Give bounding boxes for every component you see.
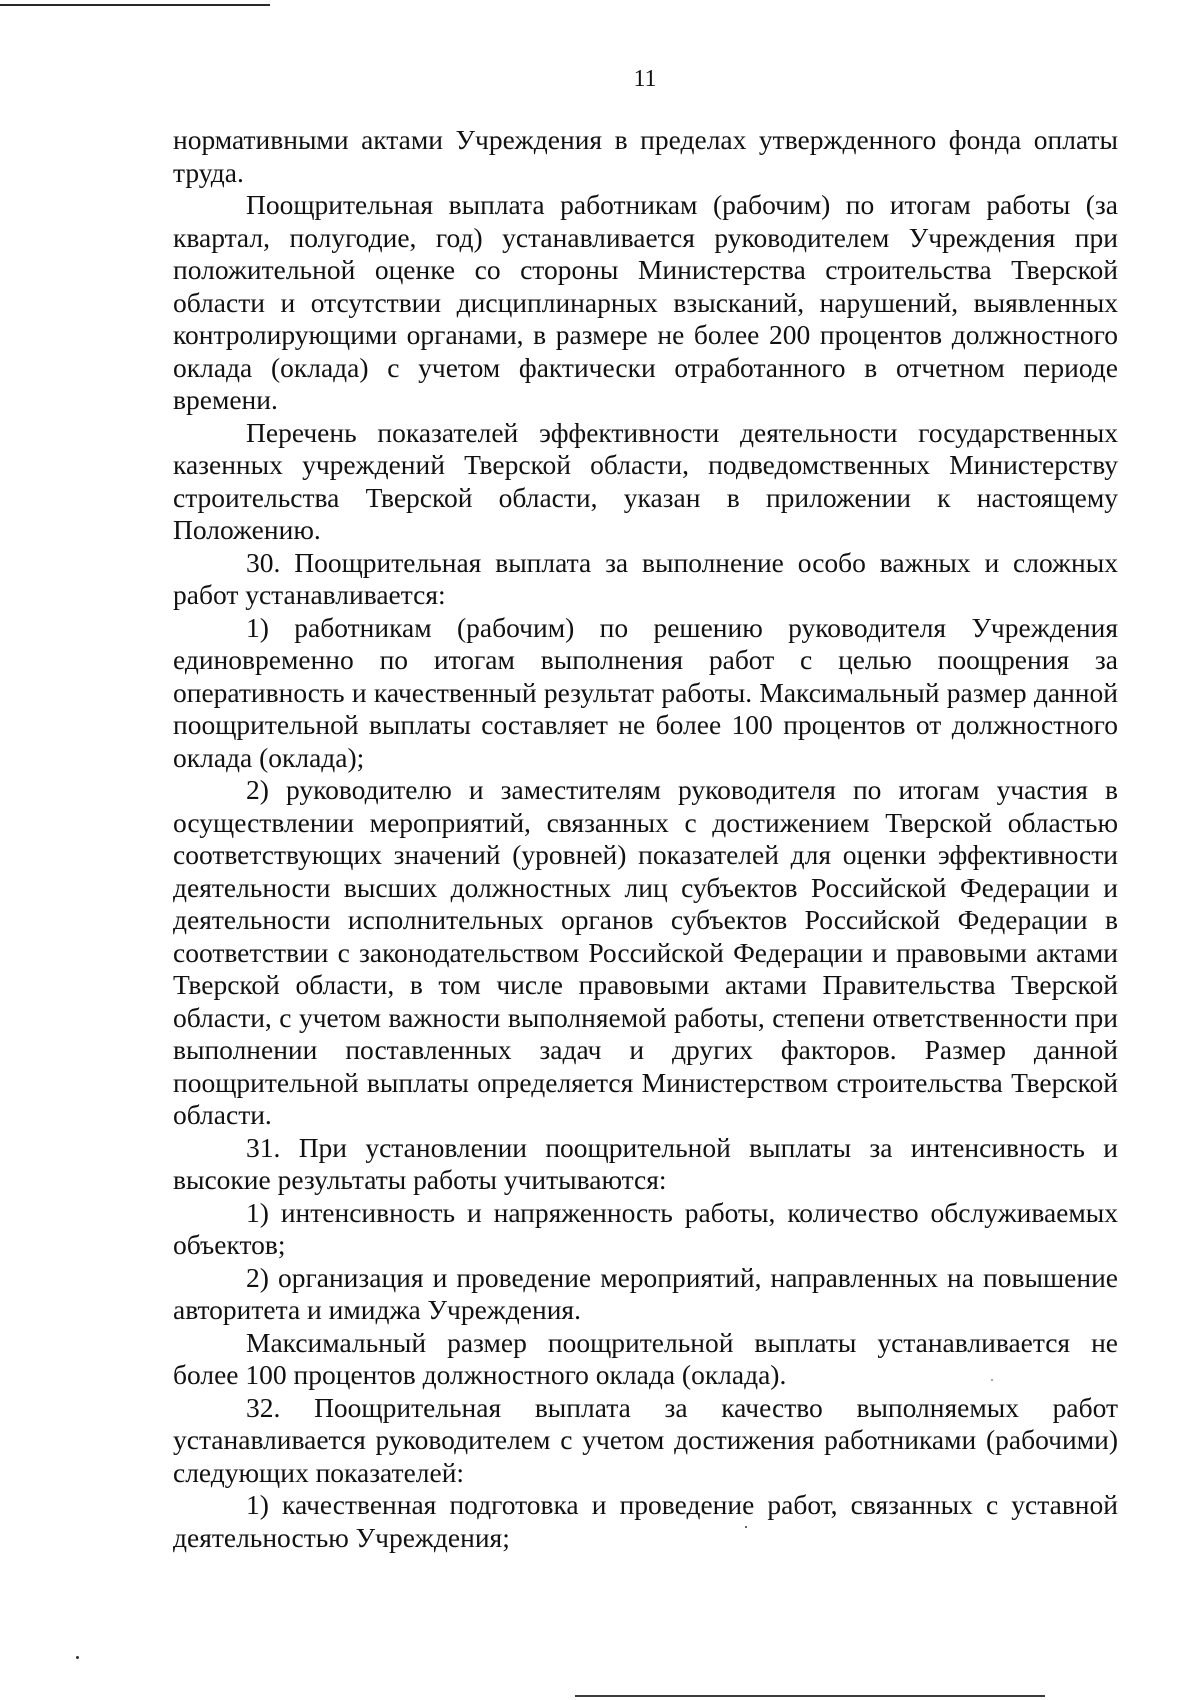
paragraph-clause-30: 30. Поощрительная выплата за выполнение особо важных и сложных работ устанавливается: [173,546,1118,610]
paragraph-clause-31-item-1: 1) интенсивность и напряженность работы, количество обслуживаемых объектов; [173,1196,1118,1260]
scan-speck [991,1379,993,1381]
scan-speck [76,1656,79,1659]
paragraph-clause-32-item-1: 1) качественная подготовка и проведение работ, связанных с уставной деятельностью Учреждения; [173,1489,1118,1553]
paragraph-clause-31: 31. При установлении поощрительной выплаты за интенсивность и высокие результаты работы учитываются: [173,1131,1118,1195]
paragraph-clause-30-item-2: 2) руководителю и заместителям руководителя по итогам участия в осуществлении мероприятий, связанных с достижением Тверской областью соответствующих значений (уровней) показателей для оценки эффективности деятельности высших должностных лиц субъектов Российской Федерации и деятельности исполнительных органов субъектов Российской Федерации в соответствии с законодательством Российской Федерации и правовыми актами Тверской области, в том числе правовыми актами Правительства Тверской области, с учетом важности выполняемой работы, степени ответственности при выполнении поставленных задач и других факторов. Размер данной поощрительной выплаты определяется Министерством строительства Тверской области. [173,774,1118,1130]
paragraph-incentive-payment-period: Поощрительная выплата работникам (рабочим) по итогам работы (за квартал, полугодие, год) устанавливается руководителем Учреждения при положительной оценке со стороны Министерства строительства Тверской области и отсутствии дисциплинарных взысканий, нарушений, выявленных контролирующими органами, в размере не более 200 процентов должностного оклада (оклада) с учетом фактически отработанного в отчетном периоде времени. [173,189,1118,415]
scan-edge-line-top [0,4,270,6]
paragraph-continuation: нормативными актами Учреждения в пределах утвержденного фонда оплаты труда. [173,124,1118,188]
paragraph-clause-31-max-size: Максимальный размер поощрительной выплаты устанавливается не более 100 процентов должностного оклада (оклада). [173,1326,1118,1390]
scan-speck [745,1526,747,1528]
paragraph-efficiency-indicators: Перечень показателей эффективности деятельности государственных казенных учреждений Тверской области, подведомственных Министерству строительства Тверской области, указан в приложении к настоящему Положению. [173,416,1118,545]
scan-edge-line-bottom [575,1695,1045,1697]
page-number: 11 [633,66,657,92]
paragraph-clause-32: 32. Поощрительная выплата за качество выполняемых работ устанавливается руководителем с учетом достижения работниками (рабочими) следующих показателей: [173,1391,1118,1488]
paragraph-clause-30-item-1: 1) работникам (рабочим) по решению руководителя Учреждения единовременно по итогам выполнения работ с целью поощрения за оперативность и качественный результат работы. Максимальный размер данной поощрительной выплаты составляет не более 100 процентов от должностного оклада (оклада); [173,611,1118,773]
document-body [173,124,1118,1554]
paragraph-clause-31-item-2: 2) организация и проведение мероприятий, направленных на повышение авторитета и имиджа Учреждения. [173,1261,1118,1325]
